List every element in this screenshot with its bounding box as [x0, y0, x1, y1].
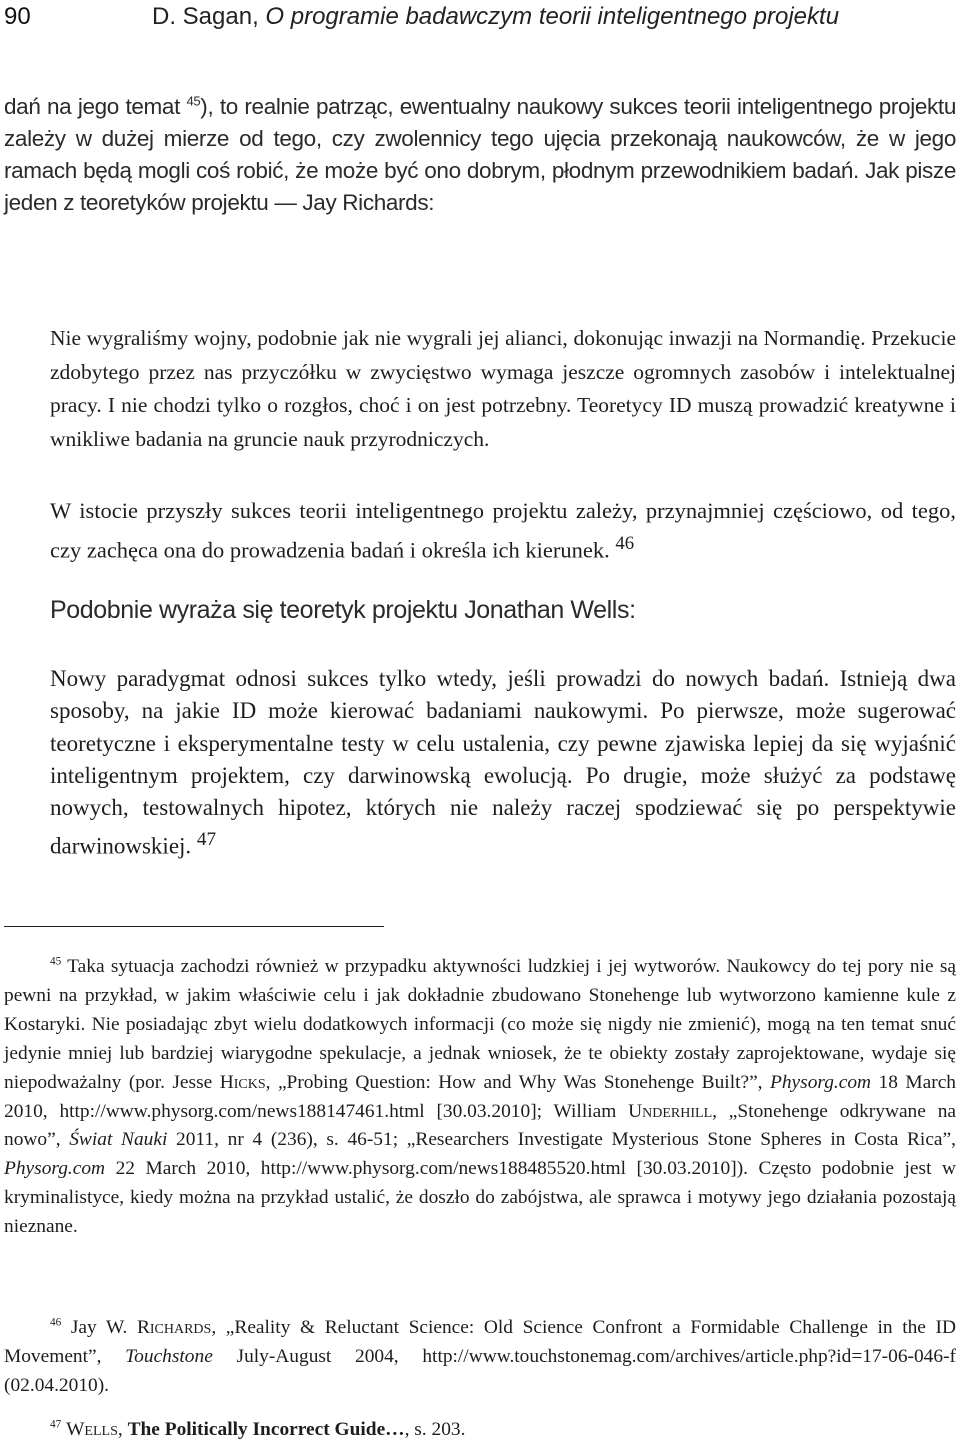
cited-source: Physorg.com	[4, 1158, 106, 1180]
footnote-text: Jay W.	[61, 1317, 137, 1338]
cited-author: Hicks	[219, 1071, 266, 1093]
paragraph-text: W istocie przyszły sukces teorii inteligentnego projektu zależy, przynajmniej częściowo, od tego, czy zachęca ona do prowadzenia badań i określa ich kierunek.	[50, 498, 956, 563]
footnote-text: , s. 203.	[404, 1419, 466, 1440]
footnote-ref-45[interactable]: 45	[186, 93, 201, 109]
footnote-number: 45	[50, 955, 62, 968]
running-author: D. Sagan,	[152, 3, 266, 30]
page-number: 90	[4, 3, 31, 30]
footnote-text[interactable]: 22 March 2010, http://www.physorg.com/news188485520.html [30.03.2010]). Często podobnie jest w kryminalistyce, kiedy można na przykład ustalić, że doszło do zabójstwa, ale sprawca i motywy jego działania pozostają nieznane.	[4, 1158, 956, 1238]
footnote-number: 47	[50, 1418, 62, 1431]
cited-title: The Politically Incorrect Guide…	[127, 1419, 405, 1440]
cited-source: Touchstone	[125, 1345, 213, 1367]
footnote-text[interactable]: July-August 2004, http://www.touchstonemag.com/archives/article.php?id=17-06-046-f (02.04.2010).	[4, 1345, 956, 1396]
cited-source: Świat Nauki	[69, 1129, 168, 1151]
paragraph-conclusion	[50, 494, 956, 567]
paragraph-intro	[4, 91, 956, 219]
footnote-47	[4, 1416, 956, 1445]
paragraph-text: dań na jego temat	[4, 94, 187, 119]
paragraph-text: ), to realnie patrząc, ewentualny naukowy sukces teorii inteligentnego projektu zależy w dużej mierze od tego, czy zwolennicy tego ujęcia przekonają naukowców, że w jego ramach będą mogli coś robić, że może być ono dobrym, płodnym przewodnikiem badań. Jak pisze jeden z teoretyków projektu — Jay Richards:	[4, 94, 956, 215]
footnote-46	[4, 1314, 956, 1401]
footnote-text: Taka sytuacja zachodzi również w przypadku aktywności ludzkiej i jej wytworów. Naukowcy do tej pory nie są pewni na przykład, w jakim właściwie celu i jak dokładnie zbudowano Stonehenge lub wytworzono kamienne kule z Kostaryki. Nie posiadając zbyt wielu dodatkowych informacji (co może się nigdy nie zmienić), mogą na ten temat snuć jedynie mniej lub bardziej wiarygodne spekulacje, a jednak wniosek, że te obiekty zostały zaprojektowane, wydaje się niepodważalny (por. Jesse	[4, 956, 956, 1093]
footnote-text: ,	[117, 1419, 128, 1440]
footnote-ref-47[interactable]: 47	[196, 829, 217, 851]
footnote-text: , „Reality & Reluctant Science: Old Science Confront a Formidable Challenge in the ID Movement”,	[4, 1317, 956, 1367]
footnote-separator	[4, 926, 384, 927]
running-book-title: O programie badawczym teorii inteligentnego projektu	[265, 3, 840, 30]
footnote-number: 46	[50, 1316, 62, 1329]
paragraph-wells-lead: Podobnie wyraża się teoretyk projektu Jonathan Wells:	[50, 596, 636, 624]
quote-text: Nowy paradygmat odnosi sukces tylko wtedy, jeśli prowadzi do nowych badań. Istnieją dwa sposoby, na jakie ID może kierować badaniami naukowymi. Po pierwsze, może sugerować teoretyczne i eksperymentalne testy w celu ustalenia, czy pewne zjawiska lepiej da się wyjaśnić inteligentnym projektem, czy darwinowską ewolucją. Po drugie, może służyć za podstawę nowych, testowalnych hipotez, których nie należy raczej spodziewać się po perspektywie darwinowskiej.	[50, 666, 956, 860]
block-quote-richards: Nie wygraliśmy wojny, podobnie jak nie wygrali jej alianci, dokonując inwazji na Normandię. Przekucie zdobytego przez nas przyczółku w zwycięstwo wymaga jeszcze ogromnych zasobów i intelektualnej pracy. I nie chodzi tylko o rozgłos, choć i on jest potrzebny. Teoretycy ID muszą prowadzić kreatywne i wnikliwe badania na gruncie nauk przyrodniczych.	[50, 326, 956, 451]
cited-author: Wells	[66, 1419, 118, 1440]
running-header	[4, 0, 954, 40]
footnote-text[interactable]: 18 March 2010, http://www.physorg.com/news188147461.html [30.03.2010]; William	[4, 1071, 956, 1122]
footnote-text: 2011, nr 4 (236), s. 46-51; „Researchers Investigate Mysterious Stone Spheres in Costa Rica”,	[167, 1129, 956, 1151]
cited-source: Physorg.com	[770, 1071, 872, 1093]
footnote-45	[4, 953, 956, 1242]
cited-author: Underhill	[628, 1100, 713, 1122]
block-quote-wells	[50, 663, 956, 863]
running-title	[152, 0, 839, 34]
footnote-text: , „Probing Question: How and Why Was Stonehenge Built?”,	[265, 1071, 770, 1093]
footnote-text: , „Stonehenge odkrywane na nowo”,	[4, 1100, 956, 1151]
cited-author: Richards	[136, 1317, 212, 1338]
footnote-ref-46[interactable]: 46	[615, 533, 635, 554]
